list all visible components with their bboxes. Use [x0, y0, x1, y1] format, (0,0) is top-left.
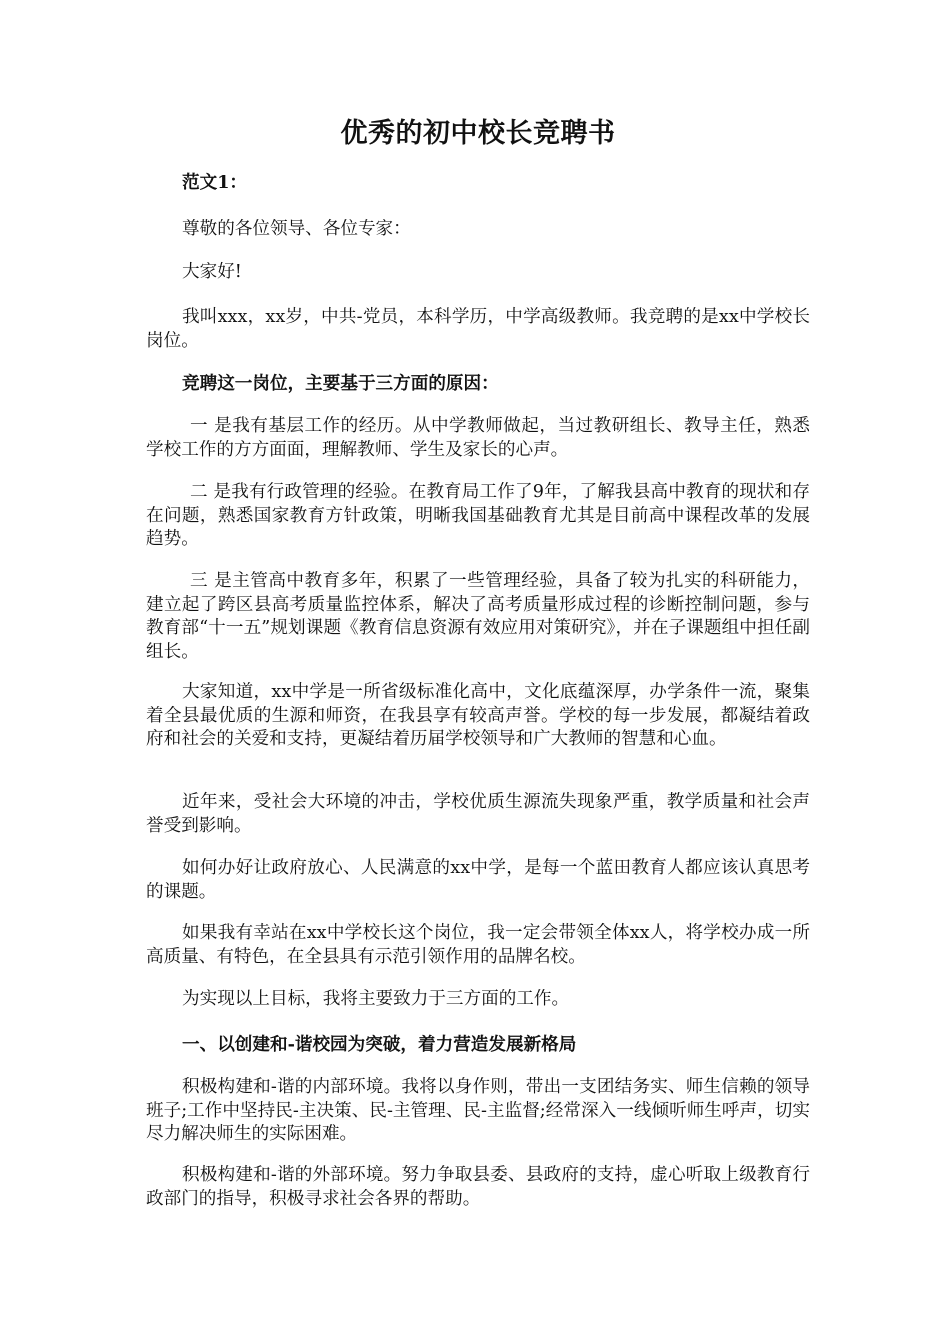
paragraph-section-one-heading: 一、以创建和-谐校园为突破，着力营造发展新格局 — [182, 1034, 577, 1055]
paragraph-external-environment: 积极构建和-谐的外部环境。努力争取县委、县政府的支持，虚心听取上级教育行政部门的指导，积极寻求社会各界的帮助。 — [146, 1165, 810, 1209]
paragraph-greeting: 大家好! — [182, 262, 242, 282]
paragraph-reasons-heading: 竞聘这一岗位，主要基于三方面的原因： — [182, 373, 499, 394]
paragraph-salutation: 尊敬的各位领导、各位专家： — [182, 219, 411, 239]
paragraph-internal-environment: 积极构建和-谐的内部环境。我将以身作则，带出一支团结务实、师生信赖的领导班子;工作中坚持民-主决策、民-主管理、民-主监督;经常深入一线倾听师生呼声，切实尽力解决师生的实际困难。 — [146, 1077, 810, 1144]
paragraph-goals: 为实现以上目标，我将主要致力于三方面的工作。 — [182, 989, 570, 1009]
paragraph-recent-years: 近年来，受社会大环境的冲击，学校优质生源流失现象严重，教学质量和社会声誉受到影响。 — [146, 792, 810, 836]
paragraph-school-intro: 大家知道，xx中学是一所省级标准化高中，文化底蕴深厚，办学条件一流，聚集着全县最优质的生源和师资，在我县享有较高声誉。学校的每一步发展，都凝结着政府和社会的关爱和支持，更凝结着历届学校领导和广大教师的智慧和心血。 — [146, 682, 810, 749]
paragraph-reason-one: 一 是我有基层工作的经历。从中学教师做起，当过教研组长、教导主任，熟悉学校工作的方方面面，理解教师、学生及家长的心声。 — [146, 416, 810, 460]
paragraph-self-intro: 我叫xxx，xx岁，中共-党员，本科学历，中学高级教师。我竞聘的是xx中学校长岗位。 — [146, 307, 810, 351]
document-title: 优秀的初中校长竞聘书 — [340, 118, 616, 149]
paragraph-reason-two: 二 是我有行政管理的经验。在教育局工作了9年，了解我县高中教育的现状和存在问题，熟悉国家教育方针政策，明晰我国基础教育尤其是目前高中课程改革的发展趋势。 — [146, 482, 810, 549]
paragraph-reason-three: 三 是主管高中教育多年，积累了一些管理经验，具备了较为扎实的科研能力，建立起了跨区县高考质量监控体系，解决了高考质量形成过程的诊断控制问题，参与教育部“十一五”规划课题《教育信息资源有效应用对策研究》，并在子课题组中担任副组长。 — [146, 571, 810, 662]
paragraph-if-appointed: 如果我有幸站在xx中学校长这个岗位，我一定会带领全体xx人，将学校办成一所高质量、有特色，在全县具有示范引领作用的品牌名校。 — [146, 923, 810, 967]
paragraph-sample-label: 范文1： — [182, 172, 248, 193]
paragraph-how-to: 如何办好让政府放心、人民满意的xx中学，是每一个蓝田教育人都应该认真思考的课题。 — [146, 858, 810, 902]
